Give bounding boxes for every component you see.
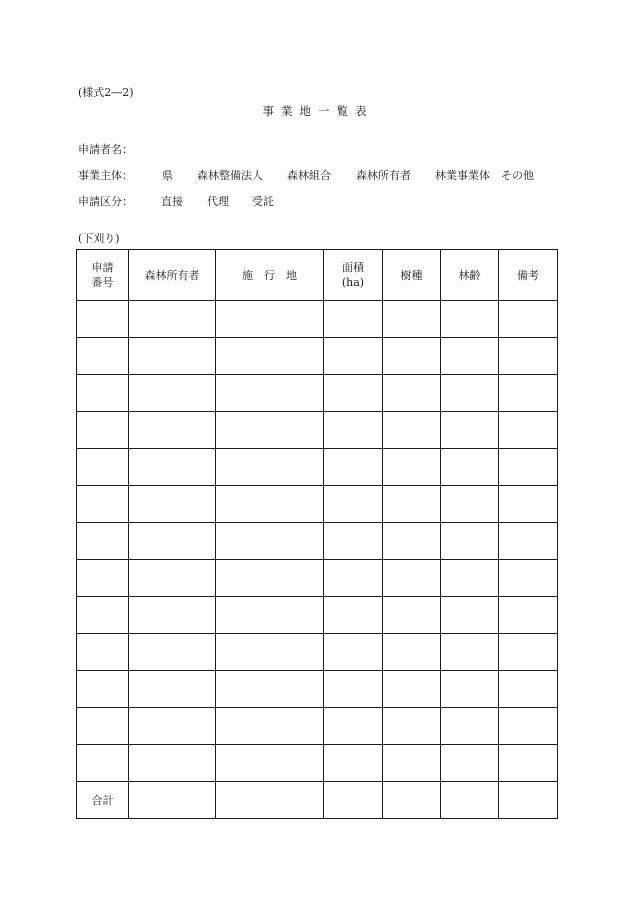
cell-site[interactable] <box>216 449 324 486</box>
cell-site[interactable] <box>216 634 324 671</box>
cell-area[interactable] <box>324 597 383 634</box>
work-type-note: (下刈り) <box>78 232 120 245</box>
cell-tree-species[interactable] <box>383 671 441 708</box>
cell-remarks[interactable] <box>499 301 558 338</box>
table-row <box>77 745 558 782</box>
entity-option-forest-owner: 森林所有者 <box>356 169 411 182</box>
cell-site[interactable] <box>216 671 324 708</box>
cell-forest-owner[interactable] <box>129 523 216 560</box>
cell-tree-species[interactable] <box>383 301 441 338</box>
cell-forest-owner[interactable] <box>129 671 216 708</box>
cell-remarks[interactable] <box>499 745 558 782</box>
cell-remarks[interactable] <box>499 486 558 523</box>
total-cell[interactable] <box>216 782 324 819</box>
table-row <box>77 597 558 634</box>
cell-application-number[interactable] <box>77 486 129 523</box>
cell-site[interactable] <box>216 597 324 634</box>
header-application-number: 申請 番号 <box>77 250 129 301</box>
cell-stand-age[interactable] <box>441 449 499 486</box>
total-row <box>77 782 558 819</box>
cell-forest-owner[interactable] <box>129 745 216 782</box>
cell-stand-age[interactable] <box>441 560 499 597</box>
header-forest-owner: 森林所有者 <box>129 250 216 301</box>
cell-area[interactable] <box>324 523 383 560</box>
table-header-row <box>77 250 558 301</box>
cell-tree-species[interactable] <box>383 338 441 375</box>
cell-area[interactable] <box>324 301 383 338</box>
cell-area[interactable] <box>324 671 383 708</box>
cell-forest-owner[interactable] <box>129 634 216 671</box>
entity-row <box>78 167 534 183</box>
entity-option-forest-corporation: 森林整備法人 <box>197 169 263 182</box>
cell-stand-age[interactable] <box>441 745 499 782</box>
cell-application-number[interactable] <box>77 375 129 412</box>
cell-application-number[interactable] <box>77 745 129 782</box>
header-site: 施 行 地 <box>216 250 324 301</box>
application-type-row <box>78 193 274 209</box>
cell-remarks[interactable] <box>499 338 558 375</box>
site-list-table <box>76 249 558 819</box>
cell-site[interactable] <box>216 486 324 523</box>
cell-forest-owner[interactable] <box>129 449 216 486</box>
application-type-proxy: 代理 <box>207 195 229 208</box>
table-row <box>77 708 558 745</box>
total-cell[interactable] <box>441 782 499 819</box>
header-remarks: 備考 <box>499 250 558 301</box>
cell-area[interactable] <box>324 375 383 412</box>
cell-forest-owner[interactable] <box>129 486 216 523</box>
total-cell[interactable] <box>129 782 216 819</box>
entity-option-forest-cooperative: 森林組合 <box>287 169 331 182</box>
cell-forest-owner[interactable] <box>129 708 216 745</box>
cell-area[interactable] <box>324 634 383 671</box>
cell-remarks[interactable] <box>499 634 558 671</box>
cell-tree-species[interactable] <box>383 486 441 523</box>
application-type-consignment: 受託 <box>252 195 274 208</box>
cell-tree-species[interactable] <box>383 634 441 671</box>
cell-site[interactable] <box>216 301 324 338</box>
table-row <box>77 560 558 597</box>
cell-site[interactable] <box>216 375 324 412</box>
cell-area[interactable] <box>324 412 383 449</box>
cell-area[interactable] <box>324 560 383 597</box>
application-type-label: 申請区分： <box>78 195 133 208</box>
cell-application-number[interactable] <box>77 523 129 560</box>
cell-forest-owner[interactable] <box>129 338 216 375</box>
table-row <box>77 412 558 449</box>
total-label: 合計 <box>77 782 129 819</box>
cell-area[interactable] <box>324 449 383 486</box>
cell-area[interactable] <box>324 338 383 375</box>
cell-forest-owner[interactable] <box>129 375 216 412</box>
cell-remarks[interactable] <box>499 708 558 745</box>
cell-application-number[interactable] <box>77 412 129 449</box>
cell-site[interactable] <box>216 523 324 560</box>
cell-stand-age[interactable] <box>441 375 499 412</box>
cell-remarks[interactable] <box>499 449 558 486</box>
cell-area[interactable] <box>324 745 383 782</box>
cell-site[interactable] <box>216 338 324 375</box>
table-row <box>77 301 558 338</box>
cell-stand-age[interactable] <box>441 708 499 745</box>
form-number: (様式2―2) <box>78 86 134 99</box>
entity-option-other: その他 <box>501 169 534 182</box>
cell-forest-owner[interactable] <box>129 560 216 597</box>
cell-application-number[interactable] <box>77 708 129 745</box>
cell-tree-species[interactable] <box>383 523 441 560</box>
cell-application-number[interactable] <box>77 597 129 634</box>
entity-option-forestry-business: 林業事業体 <box>435 169 490 182</box>
cell-application-number[interactable] <box>77 560 129 597</box>
header-tree-species: 樹種 <box>383 250 441 301</box>
table-row <box>77 449 558 486</box>
cell-remarks[interactable] <box>499 375 558 412</box>
total-cell[interactable] <box>324 782 383 819</box>
cell-tree-species[interactable] <box>383 375 441 412</box>
cell-remarks[interactable] <box>499 412 558 449</box>
applicant-label: 申請者名： <box>78 143 133 156</box>
cell-remarks[interactable] <box>499 523 558 560</box>
application-type-direct: 直接 <box>161 195 183 208</box>
total-cell[interactable] <box>383 782 441 819</box>
cell-remarks[interactable] <box>499 560 558 597</box>
cell-tree-species[interactable] <box>383 708 441 745</box>
applicant-row <box>78 141 158 157</box>
cell-tree-species[interactable] <box>383 449 441 486</box>
cell-tree-species[interactable] <box>383 412 441 449</box>
cell-tree-species[interactable] <box>383 597 441 634</box>
cell-area[interactable] <box>324 708 383 745</box>
cell-application-number[interactable] <box>77 671 129 708</box>
cell-area[interactable] <box>324 486 383 523</box>
cell-forest-owner[interactable] <box>129 412 216 449</box>
cell-stand-age[interactable] <box>441 523 499 560</box>
header-area: 面積 (ha) <box>324 250 383 301</box>
table-row <box>77 375 558 412</box>
table-row <box>77 338 558 375</box>
cell-stand-age[interactable] <box>441 412 499 449</box>
table-row <box>77 634 558 671</box>
cell-site[interactable] <box>216 708 324 745</box>
entity-option-prefecture: 県 <box>162 169 173 182</box>
cell-stand-age[interactable] <box>441 486 499 523</box>
cell-application-number[interactable] <box>77 338 129 375</box>
cell-tree-species[interactable] <box>383 745 441 782</box>
cell-site[interactable] <box>216 745 324 782</box>
cell-site[interactable] <box>216 412 324 449</box>
header-stand-age: 林齢 <box>441 250 499 301</box>
cell-site[interactable] <box>216 560 324 597</box>
cell-application-number[interactable] <box>77 301 129 338</box>
cell-stand-age[interactable] <box>441 671 499 708</box>
cell-remarks[interactable] <box>499 597 558 634</box>
cell-application-number[interactable] <box>77 634 129 671</box>
cell-stand-age[interactable] <box>441 301 499 338</box>
cell-stand-age[interactable] <box>441 634 499 671</box>
cell-forest-owner[interactable] <box>129 301 216 338</box>
table-row <box>77 523 558 560</box>
cell-tree-species[interactable] <box>383 560 441 597</box>
entity-label: 事業主体： <box>78 169 133 182</box>
cell-stand-age[interactable] <box>441 338 499 375</box>
total-cell[interactable] <box>499 782 558 819</box>
cell-forest-owner[interactable] <box>129 597 216 634</box>
table-row <box>77 486 558 523</box>
page-title: 事業地一覧表 <box>262 104 374 118</box>
cell-stand-age[interactable] <box>441 597 499 634</box>
cell-remarks[interactable] <box>499 671 558 708</box>
table-row <box>77 671 558 708</box>
cell-application-number[interactable] <box>77 449 129 486</box>
